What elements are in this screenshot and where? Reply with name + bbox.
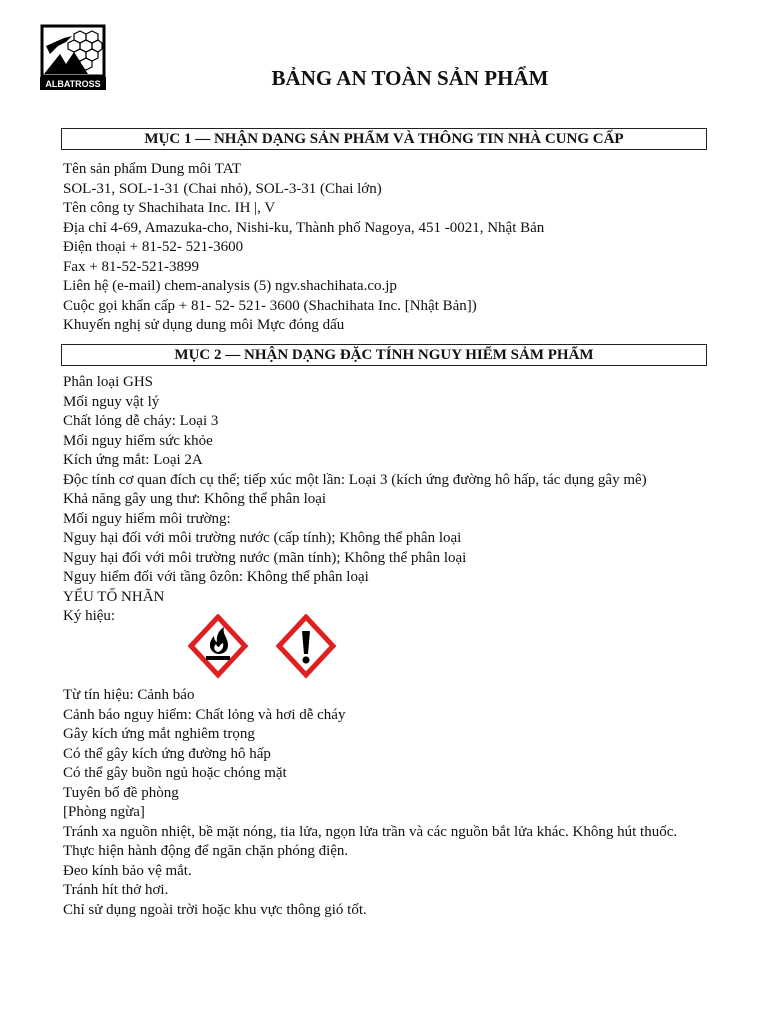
phone-line: Điện thoại + 81-52- 521-3600: [63, 239, 244, 255]
drowsiness-line: Có thể gây buồn ngủ hoặc chóng mặt: [63, 765, 287, 781]
emergency-call-line: Cuộc gọi khẩn cấp + 81- 52- 521- 3600 (Shachihata Inc. [Nhật Bản]): [63, 297, 477, 314]
eye-irritation-line: Kích ứng mắt: Loại 2A: [63, 452, 203, 468]
fax-line: Fax + 81-52-521-3899: [63, 258, 199, 275]
aquatic-chronic-line: Nguy hại đối với môi trường nước (mãn tính); Không thể phân loại: [63, 549, 467, 566]
respiratory-irritation-line: Có thể gây kích ứng đường hô hấp: [63, 745, 271, 762]
section-1-heading: MỤC 1 — NHẬN DẠNG SẢN PHẨM VÀ THÔNG TIN NHÀ CUNG CẤP: [61, 128, 707, 150]
precautionary-statement-line: Tuyên bố đề phòng: [63, 784, 179, 801]
exclamation-pictogram-icon: [279, 617, 333, 675]
address-line: Địa chỉ 4-69, Amazuka-cho, Nishi-ku, Thành phố Nagoya, 451 -0021, Nhật Bản: [63, 219, 545, 236]
health-hazard-line: Mối nguy hiểm sức khỏe: [63, 432, 213, 449]
eye-protection-line: Đeo kính bảo vệ mắt.: [63, 862, 192, 879]
ghs-pictograms: [188, 614, 388, 684]
hazard-statement-line: Cảnh báo nguy hiểm: Chất lỏng và hơi dễ cháy: [63, 706, 346, 723]
section-2-classification: [63, 373, 647, 627]
avoid-breathing-line: Tránh hít thở hơi.: [63, 882, 169, 898]
ghs-classification-line: Phân loại GHS: [63, 374, 153, 390]
flame-pictogram-icon: [191, 617, 245, 675]
carcinogenicity-line: Khả năng gây ung thư: Không thể phân loại: [63, 491, 327, 507]
product-name-line: Tên sản phẩm Dung môi TAT: [63, 161, 242, 177]
prevention-line: [Phòng ngừa]: [63, 804, 145, 820]
product-codes-line: SOL-31, SOL-1-31 (Chai nhỏ), SOL-3-31 (Chai lớn): [63, 180, 382, 197]
signal-word-line: Từ tín hiệu: Cảnh báo: [63, 687, 195, 703]
company-name-line: Tên công ty Shachihata Inc. IH |, V: [63, 200, 276, 216]
eye-damage-line: Gây kích ứng mắt nghiêm trọng: [63, 726, 255, 742]
section-2-heading: MỤC 2 — NHẬN DẠNG ĐẶC TÍNH NGUY HIỂM SẢM PHẨM: [61, 344, 707, 366]
physical-hazard-line: Mối nguy vật lý: [63, 393, 160, 410]
section-1-content: [63, 160, 544, 336]
flammable-liquid-line: Chất lỏng dễ cháy: Loại 3: [63, 413, 219, 429]
stot-line: Độc tính cơ quan đích cụ thể; tiếp xúc một lần: Loại 3 (kích ứng đường hô hấp, tác dụng gây mê): [63, 471, 647, 488]
label-elements-line: YẾU TỐ NHÃN: [63, 588, 165, 605]
logo-text: ALBATROSS: [45, 79, 101, 89]
symbols-line: Ký hiệu:: [63, 608, 116, 624]
aquatic-acute-line: Nguy hại đối với môi trường nước (cấp tính); Không thể phân loại: [63, 530, 462, 546]
ozone-hazard-line: Nguy hiểm đối với tầng ôzôn: Không thể phân loại: [63, 569, 369, 585]
ventilation-line: Chỉ sử dụng ngoài trời hoặc khu vực thông gió tốt.: [63, 901, 367, 918]
document-title: BẢNG AN TOÀN SẢN PHẨM: [271, 66, 549, 90]
keep-away-line: Tránh xa nguồn nhiệt, bề mặt nóng, tia lửa, ngọn lửa trần và các nguồn bắt lửa khác. Không hút thuốc.: [63, 823, 678, 840]
email-contact-line: Liên hệ (e-mail) chem-analysis (5) ngv.shachihata.co.jp: [63, 278, 397, 294]
static-discharge-line: Thực hiện hành động để ngăn chặn phóng điện.: [63, 843, 349, 859]
section-2-label-text: [63, 686, 705, 920]
recommended-use-line: Khuyến nghị sử dụng dung môi Mực đóng dấu: [63, 317, 345, 333]
environmental-hazard-line: Mối nguy hiểm môi trường:: [63, 510, 231, 527]
